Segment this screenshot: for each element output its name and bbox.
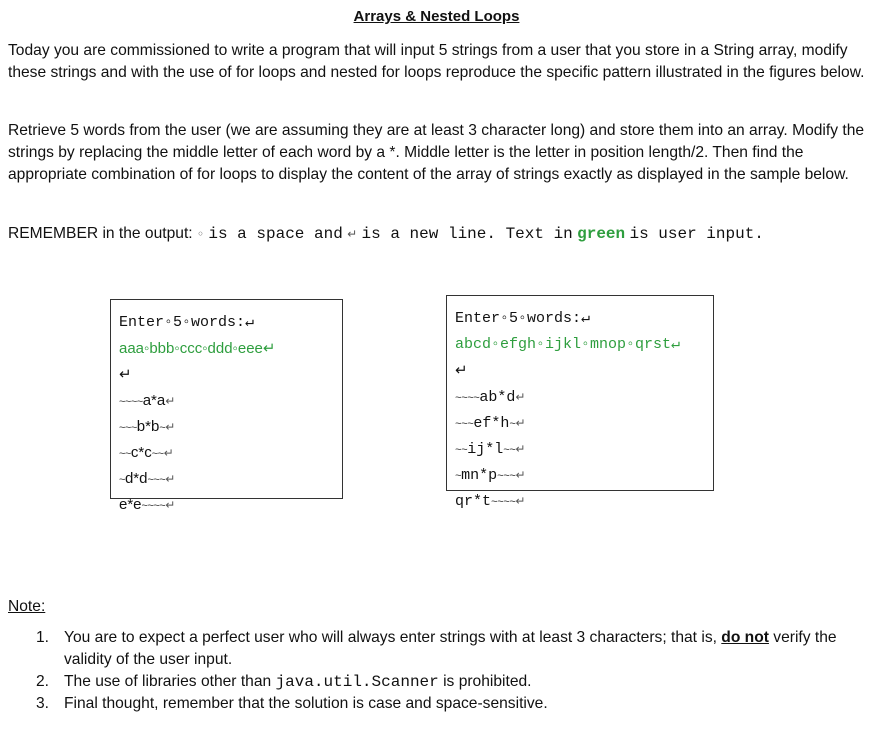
note-label: Note: [8,598,46,615]
notes-list [8,627,866,715]
note-number: 3. [36,695,50,712]
output-tail: ~~ [151,448,164,460]
output-tail: ~~~ [147,474,166,486]
remember-suffix: is user input. [629,225,764,243]
intro-paragraph: Today you are commissioned to write a program that will input 5 strings from a user that you store in a String array, modify these strings and with the use of for loops and nested for loops reproduce the specific pattern illustrated in the figures below. [8,42,865,81]
remember-prefix: REMEMBER in the output: [8,225,193,242]
user-input-line: aaa◦bbb◦ccc◦ddd◦eee↵ [119,340,276,357]
output-tildes: ~~~ [119,422,137,434]
output-line [119,466,342,492]
blank-line: ↵ [455,362,468,379]
output-tail: ~~~~ [141,500,166,512]
blank-line: ↵ [119,366,132,383]
output-text: mn*p [461,467,498,484]
output-nl: ↵ [515,468,526,482]
output-text: b*b [136,418,160,435]
prompt-line: Enter◦5◦words:↵ [119,314,255,331]
note-text-cont: verify the validity of the user input. [64,629,837,668]
output-text: d*d [124,470,148,487]
remember-legend [8,223,764,245]
output-tail: ~~~~ [491,497,516,509]
output-nl: ↵ [515,494,526,508]
sample-output-box-2 [446,295,714,510]
output-text: ef*h [473,415,510,432]
output-line [455,488,713,514]
remember-mid2: is a new line. Text in [361,225,573,243]
instructions-paragraph: Retrieve 5 words from the user (we are assuming they are at least 3 character long) and store them into an array. Modify the strings by replacing the middle letter of each word by a *. Middle letter is the letter in position length/2. Then find the appropriate combination of for loops to display the content of the array of strings exactly as displayed in the sample below. [8,122,865,183]
note-number: 1. [36,629,50,646]
output-nl: ↵ [163,446,174,460]
output-text: ab*d [479,389,516,406]
output-tildes: ~ [455,471,462,483]
note-number: 2. [36,673,50,690]
output-nl: ↵ [165,472,176,486]
output-tail: ~ [509,419,516,431]
output-line [455,462,713,488]
output-tildes: ~~~~ [455,393,480,405]
note-text: The use of libraries other than [64,673,272,690]
sample-output-box-1 [110,299,343,513]
note-emphasis: do not [721,629,769,646]
space-symbol: ◦ [196,227,205,241]
output-nl: ↵ [165,394,176,408]
note-text-cont: is prohibited. [443,673,532,690]
output-text: c*c [130,444,152,461]
note-text: Final thought, remember that the solution is case and space-sensitive. [64,695,548,712]
note-item [8,627,866,671]
output-nl: ↵ [515,442,526,456]
output-tildes: ~~~~ [119,396,143,408]
output-tildes: ~~ [119,448,131,460]
user-input-line: abcd◦efgh◦ijkl◦mnop◦qrst↵ [455,336,681,353]
note-text: You are to expect a perfect user who will always enter strings with at least 3 characters; that is, [64,629,717,646]
note-code: java.util.Scanner [275,673,439,691]
output-line [119,492,342,518]
output-line [119,414,342,440]
output-tildes: ~~ [455,445,468,457]
output-text: qr*t [455,493,492,510]
output-line [455,384,713,410]
output-tail: ~~ [503,445,516,457]
note-item [8,693,866,715]
output-tildes: ~ [119,474,125,486]
output-nl: ↵ [165,498,176,512]
remember-green-word: green [577,225,626,243]
output-line [455,410,713,436]
output-nl: ↵ [515,416,526,430]
prompt-line: Enter◦5◦words:↵ [455,310,591,327]
output-text: e*e [119,496,142,513]
output-nl: ↵ [515,390,526,404]
newline-symbol: ↵ [347,227,358,241]
remember-mid1: is a space and [208,225,343,243]
output-line [119,440,342,466]
output-line [119,388,342,414]
output-line [455,436,713,462]
output-tail: ~~~ [497,471,516,483]
output-text: a*a [142,392,166,409]
output-tildes: ~~~ [455,419,474,431]
output-text: ij*l [467,441,504,458]
output-nl: ↵ [165,420,176,434]
note-item [8,671,866,693]
output-tail: ~ [159,422,166,434]
page-title: Arrays & Nested Loops [353,8,520,25]
